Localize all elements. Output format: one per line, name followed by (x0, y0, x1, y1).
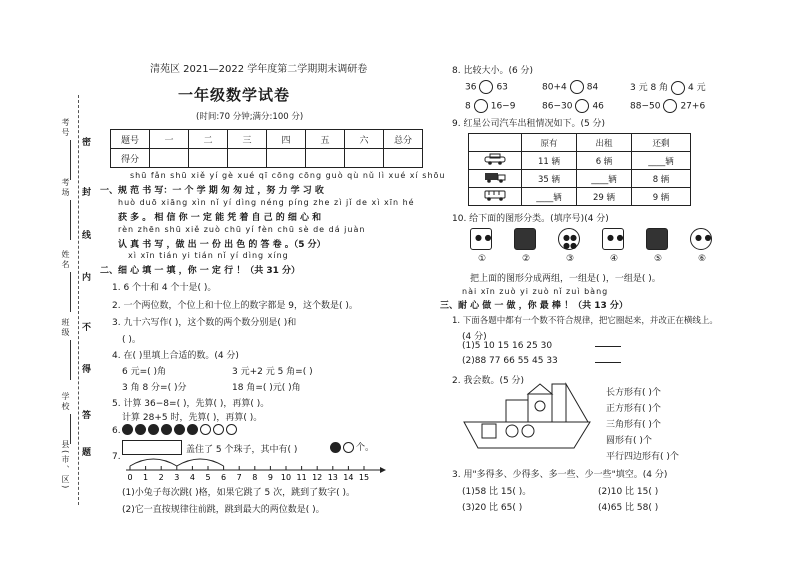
page-title: 一年级数学试卷 (178, 86, 291, 104)
table-cell: 9 辆 (632, 188, 691, 206)
square-two-holes-icon: ● ● (470, 228, 492, 250)
table-cell: 35 辆 (522, 170, 577, 188)
tick-label: 8 (252, 473, 258, 482)
jump-arcs (130, 459, 224, 466)
table-cell: ____辆 (522, 188, 577, 206)
exam-subtitle: (时间:70 分钟;满分:100 分) (196, 112, 304, 122)
table-cell: ____辆 (632, 152, 691, 170)
compare-left: 8 (465, 101, 471, 112)
question-6: 盖住了 5 个珠子，其中有( ) (186, 445, 298, 455)
pinyin-line: rèn zhēn shū xiě zuò chū yí fèn chū sè de dá juàn (118, 225, 366, 234)
score-field[interactable] (384, 149, 423, 168)
count-squares: 正方形有( )个 (606, 404, 661, 414)
table-row (111, 130, 423, 149)
table-cell: 五 (306, 130, 345, 149)
truck-icon (469, 170, 522, 188)
compare-row (542, 99, 604, 113)
problem-2: 2. 我会数。(5 分) (452, 376, 525, 386)
table-cell: 四 (267, 130, 306, 149)
question-6-tail: 个。 (356, 443, 375, 453)
dark-square-icon (514, 228, 536, 250)
count-circles: 圆形有( )个 (606, 436, 652, 446)
score-field[interactable] (189, 149, 228, 168)
body-text: 认 真 书 写 ，做 出 一 份 出 色 的 答 卷 。（5 分） (118, 240, 326, 250)
count-rectangles: 长方形有( )个 (606, 388, 661, 398)
table-cell: 六 (345, 130, 384, 149)
tick-label: 1 (143, 473, 149, 482)
question-8: 8. 比较大小。(6 分) (452, 66, 534, 76)
sequence-1: (1)5 10 15 16 25 30 (462, 341, 553, 351)
question-2: 2. 一个两位数，个位上和十位上的数字都是 9，这个数是( )。 (112, 301, 358, 311)
shape-label: ① (478, 254, 487, 264)
score-field[interactable] (150, 149, 189, 168)
table-row (469, 152, 691, 170)
section-heading: 三、耐 心 做 一 做 ，你 最 棒 ！（共 13 分） (440, 301, 628, 311)
q4-item: 3 元+2 元 5 角=( ) (232, 367, 313, 377)
table-cell: 一 (150, 130, 189, 149)
tick-label: 11 (296, 473, 307, 482)
seal-char: 内 (82, 273, 92, 283)
score-table (110, 129, 423, 168)
jump-arc (177, 459, 224, 466)
compare-row (630, 80, 706, 95)
seal-char: 得 (82, 365, 92, 375)
compare-circle[interactable] (570, 80, 584, 94)
compare-left: 86−30 (542, 101, 573, 112)
compare-circle[interactable] (663, 99, 677, 113)
section-heading: 二、细 心 填 一 填 ，你 一 定 行 ！（共 31 分） (100, 266, 300, 276)
tick-label: 15 (358, 473, 370, 482)
table-cell: 6 辆 (577, 152, 632, 170)
tick-label: 0 (127, 473, 133, 482)
tick-label: 4 (189, 473, 195, 482)
compare-row (542, 80, 598, 94)
pinyin-line: huò duō xiāng xìn nǐ yí dìng néng píng zhe zì jǐ de xì xīn hé (118, 198, 415, 207)
seal-char: 答 (82, 411, 92, 421)
table-header: 原有 (522, 134, 577, 152)
answer-line[interactable] (595, 346, 621, 347)
compare-left: 80+4 (542, 82, 567, 93)
seal-char: 密 (82, 138, 92, 148)
question-7-2: (2)它一直按规律往前跳，跳到最大的两位数是( )。 (122, 505, 325, 515)
black-bead (161, 424, 172, 435)
table-cell: 三 (228, 130, 267, 149)
compare-circle[interactable] (479, 80, 493, 94)
table-row (469, 170, 691, 188)
table-row (469, 188, 691, 206)
tick-label: 7 (236, 473, 242, 482)
table-header: 还剩 (632, 134, 691, 152)
compare-right: 27+6 (680, 101, 706, 112)
q4-item: 6 元=( )角 (122, 367, 167, 377)
score-field[interactable] (306, 149, 345, 168)
section-heading: 一、规 范 书 写：一 个 学 期 匆 匆 过 ，努 力 学 习 收 (100, 186, 324, 196)
label-exam-room: 考场 (61, 178, 70, 198)
arrow-icon (380, 467, 386, 473)
seal-char: 题 (82, 448, 92, 458)
name-line (70, 272, 71, 312)
compare-right: 84 (586, 82, 599, 93)
tick-label: 6 (221, 473, 227, 482)
question-7-number: 7. (112, 452, 121, 462)
body-text: 获 多 。 相 信 你 一 定 能 凭 着 自 己 的 细 心 和 (118, 213, 322, 223)
question-10: 10. 给下面的图形分类。(填序号)(4 分) (452, 214, 609, 224)
black-bead (135, 424, 146, 435)
problem-1: 1. 下面各题中都有一个数不符合规律，把它圈起来，并改正在横线上。 (452, 316, 718, 326)
seal-char: 封 (82, 188, 92, 198)
shape-labels (478, 254, 728, 264)
dark-square-icon (646, 228, 668, 250)
bead-row (122, 424, 239, 435)
tick-label: 2 (158, 473, 164, 482)
label-exam-number: 考号 (61, 118, 70, 138)
question-9: 9. 红星公司汽车出租情况如下。(5 分) (452, 119, 606, 129)
pinyin-line: nài xīn zuò yi zuò nǐ zuì bàng (462, 287, 609, 296)
table-cell: 二 (189, 130, 228, 149)
question-3-cont: ( )。 (122, 335, 141, 345)
table-header (469, 134, 522, 152)
table-row (469, 134, 691, 152)
question-10-answer: 把上面的图形分成两组，一组是( )，一组是( )。 (470, 274, 661, 284)
black-bead (148, 424, 159, 435)
class-line (70, 340, 71, 380)
compare-right: 4 元 (688, 83, 706, 93)
count-parallelograms: 平行四边形有( )个 (606, 452, 679, 462)
car-rental-table (468, 133, 691, 206)
answer-line[interactable] (595, 362, 621, 363)
compare-right: 46 (592, 101, 604, 112)
question-3: 3. 九十六写作( )，这个数的两个数分别是( )和 (112, 318, 297, 328)
count-triangles: 三角形有( )个 (606, 420, 661, 430)
round-four-holes-icon: ●● ●● (558, 228, 580, 250)
pinyin-line: shū fǎn shū xiě yí gè xué qī cōng cōng guò qù nǔ lì xué xí shōu (130, 171, 446, 180)
tick-label: 5 (205, 473, 211, 482)
shape-label: ② (522, 254, 531, 264)
shape-row (470, 228, 734, 253)
q4-item: 3 角 8 分=( )分 (122, 383, 187, 393)
white-bead (200, 424, 211, 435)
compare-left: 88−50 (630, 101, 661, 112)
exam-title: 清苑区 2021—2022 学年度第二学期期末调研卷 (150, 64, 368, 75)
black-bead (174, 424, 185, 435)
score-field[interactable] (267, 149, 306, 168)
shape-label: ③ (566, 254, 575, 264)
q4-item: 18 角=( )元( )角 (232, 383, 301, 393)
score-field[interactable] (228, 149, 267, 168)
tick-label: 14 (343, 473, 354, 482)
compare-left: 3 元 8 角 (630, 83, 669, 93)
table-cell: ____辆 (577, 170, 632, 188)
compare-circle[interactable] (575, 99, 589, 113)
label-district: 县(市、区) (61, 440, 70, 491)
sequence-2: (2)88 77 66 55 45 33 (462, 356, 558, 366)
table-cell: 8 辆 (632, 170, 691, 188)
question-7-1: (1)小兔子每次跳( )格，如果它跳了 5 次，跳到了数字( )。 (122, 488, 355, 498)
binding-line (78, 95, 79, 505)
tick-label: 13 (327, 473, 338, 482)
exam-number-line (70, 140, 71, 180)
compare-row (465, 80, 508, 94)
table-cell: 总分 (384, 130, 423, 149)
fill-item: (3)20 比 65( ) (462, 503, 523, 513)
round-two-holes-icon: ● ● (690, 228, 712, 250)
table-header: 出租 (577, 134, 632, 152)
shape-label: ⑤ (654, 254, 663, 264)
question-5: 5. 计算 36−8=( )，先算( )，再算( )。 (112, 399, 270, 409)
fill-item: (1)58 比 15( )。 (462, 487, 532, 497)
shape-label: ⑥ (698, 254, 707, 264)
compare-row (465, 99, 515, 113)
jump-arc (130, 459, 177, 466)
table-cell: 11 辆 (522, 152, 577, 170)
compare-right: 16−9 (490, 101, 516, 112)
white-bead (213, 424, 224, 435)
shape-label: ④ (610, 254, 619, 264)
tick-label: 12 (312, 473, 323, 482)
compare-left: 36 (465, 82, 477, 93)
table-cell: 题号 (111, 130, 150, 149)
fill-item: (4)65 比 58( ) (598, 503, 659, 513)
compare-circle[interactable] (671, 81, 685, 95)
problem-1-score: (4 分) (462, 332, 487, 342)
seal-char: 不 (82, 323, 92, 333)
problem-3: 3. 用"多得多、少得多、多一些、少一些"填空。(4 分) (452, 470, 668, 480)
bus-icon (469, 188, 522, 206)
table-row (111, 149, 423, 168)
white-bead (226, 424, 237, 435)
exam-room-line (70, 200, 71, 240)
tick-label: 10 (280, 473, 292, 482)
question-5-cont: 计算 28+5 时，先算( )，再算( )。 (122, 413, 263, 423)
label-class: 班级 (61, 318, 70, 338)
seal-char: 线 (82, 231, 92, 241)
table-cell: 得分 (111, 149, 150, 168)
compare-row (630, 99, 705, 113)
question-1: 1. 6 个十和 4 个十是( )。 (112, 283, 217, 293)
ship-figure (462, 380, 592, 452)
score-field[interactable] (345, 149, 384, 168)
fill-item: (2)10 比 15( ) (598, 487, 659, 497)
car-icon (469, 152, 522, 170)
number-line-ticks (127, 466, 369, 482)
compare-right: 63 (496, 82, 508, 93)
question-6-number: 6. (112, 426, 121, 436)
pinyin-line: xì xīn tián yi tián nǐ yí dìng xíng (128, 251, 289, 260)
number-line (118, 450, 386, 484)
tick-label: 3 (174, 473, 180, 482)
compare-circle[interactable] (474, 99, 488, 113)
label-school: 学校 (61, 392, 70, 412)
question-4: 4. 在( )里填上合适的数。(4 分) (112, 351, 239, 361)
tick-label: 9 (267, 473, 273, 482)
table-cell: 29 辆 (577, 188, 632, 206)
square-two-holes-icon: ● ● (602, 228, 624, 250)
label-name: 姓名 (61, 250, 70, 270)
black-bead (187, 424, 198, 435)
black-bead (122, 424, 133, 435)
